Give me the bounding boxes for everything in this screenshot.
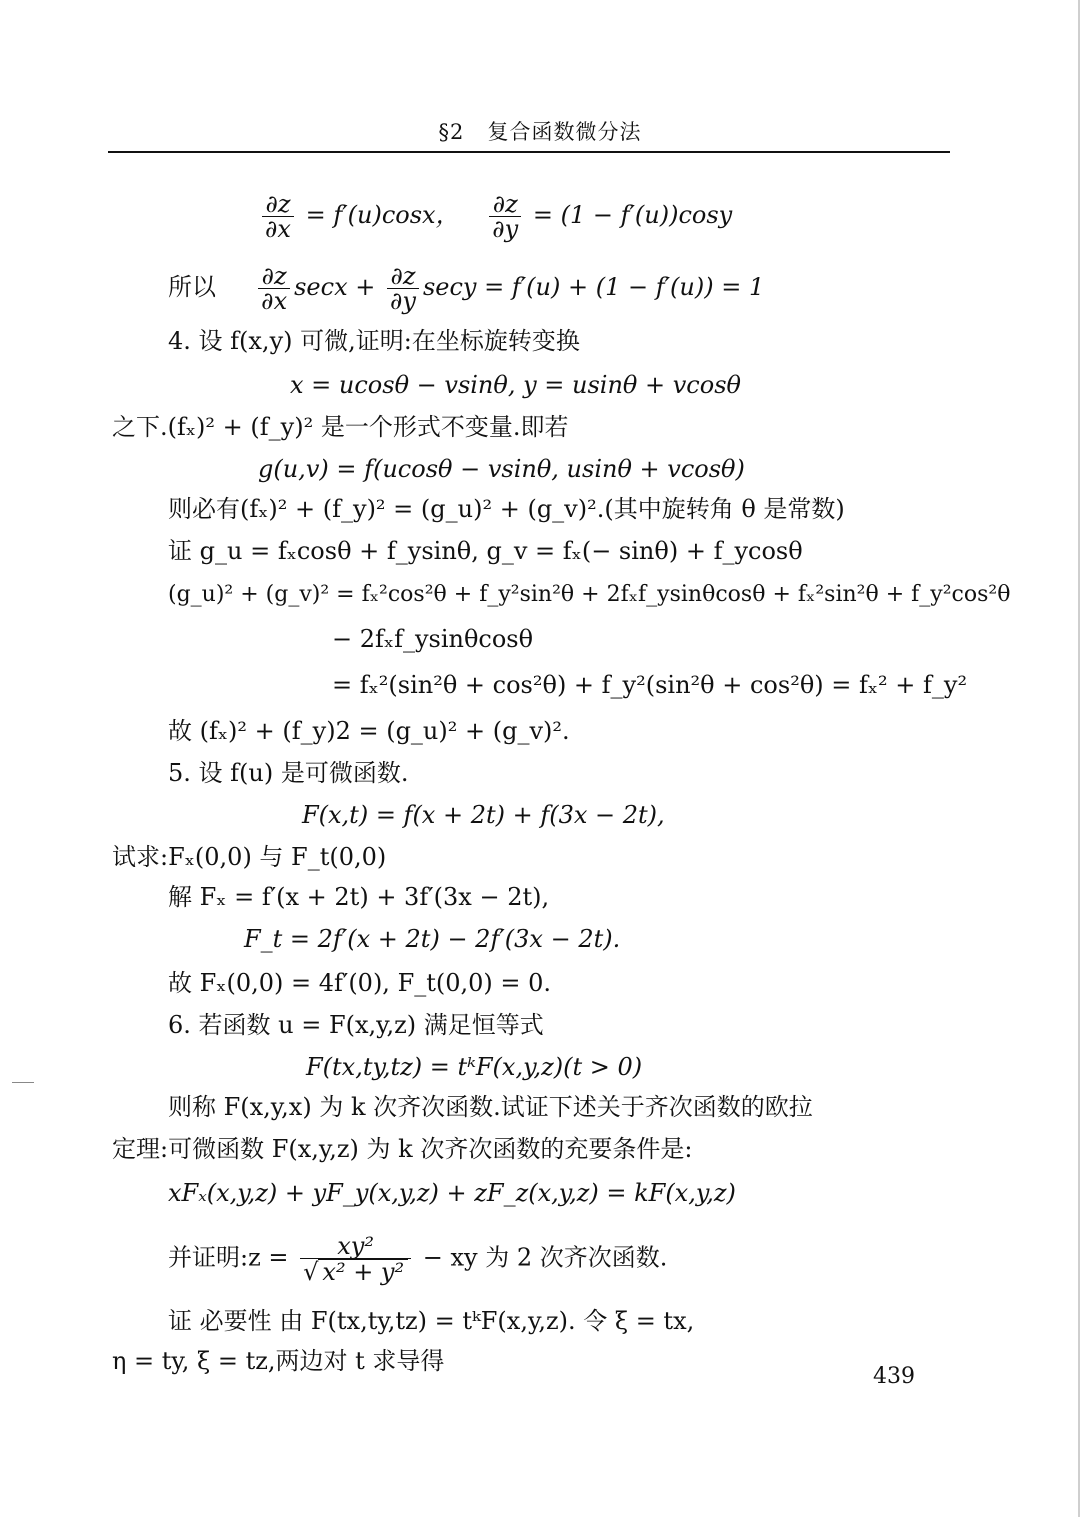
proof-line: = fₓ²(sin²θ + cos²θ) + f_y²(sin²θ + cos²θ) = fₓ² + f_y²	[332, 671, 968, 699]
margin-mark	[12, 1082, 34, 1083]
proof-line: − 2fₓf_ysinθcosθ	[332, 625, 534, 653]
equation-sum: 所以 $\frac{\partial z}{\partial x}$ secx + $\frac{\partial z}{\partial y}$ secy = f′(u) + (1 − f′(u)) = 1	[168, 262, 765, 315]
fraction: $\frac{\partial z}{\partial y}$	[387, 264, 419, 313]
running-header	[0, 116, 1080, 146]
problem-4-statement: 4. 设 f(x,y) 可微,证明:在坐标旋转变换	[168, 327, 580, 355]
solution-line: F_t = 2f′(x + 2t) − 2f′(3x − 2t).	[244, 925, 621, 953]
proof-line: 证 必要性 由 F(tx,ty,tz) = tᵏF(x,y,z). 令 ξ = tx,	[168, 1307, 695, 1335]
euler-equation: xFₓ(x,y,z) + yF_y(x,y,z) + zF_z(x,y,z) = kF(x,y,z)	[168, 1179, 736, 1207]
equation-partials: $\frac{\partial z}{\partial x}$ = f′(u)cosx， $\frac{\partial z}{\partial y}$ = (1 − f′(u))cosy	[258, 192, 732, 241]
section-title: 复合函数微分法	[487, 120, 642, 144]
solution-line: 故 Fₓ(0,0) = 4f′(0), F_t(0,0) = 0.	[168, 969, 552, 997]
solution-line: 解 Fₓ = f′(x + 2t) + 3f′(3x − 2t),	[168, 883, 550, 911]
page-number: 439	[873, 1364, 915, 1389]
equation-g: g(u,v) = f(ucosθ − vsinθ, usinθ + vcosθ)	[258, 455, 745, 483]
header-rule	[108, 151, 950, 153]
proof-line: η = ty, ξ = tz,两边对 t 求导得	[112, 1347, 445, 1375]
text-line: 并证明:z = $\frac{\text{xy²}}{\text{√ x² + y²}}$ − xy 为 2 次齐次函数.	[168, 1232, 668, 1286]
equation-F: F(x,t) = f(x + 2t) + f(3x − 2t),	[302, 801, 665, 829]
rotation-transform: x = ucosθ − vsinθ, y = usinθ + vcosθ	[290, 371, 741, 399]
equation-homogeneous: F(tx,ty,tz) = tᵏF(x,y,z)(t > 0)	[306, 1053, 643, 1081]
text-line: 则称 F(x,y,x) 为 k 次齐次函数.试证下述关于齐次函数的欧拉	[168, 1093, 813, 1121]
fraction: $\frac{\partial z}{\partial y}$	[489, 192, 521, 241]
problem-5-statement: 5. 设 f(u) 是可微函数.	[168, 759, 409, 787]
text-line: 试求:Fₓ(0,0) 与 F_t(0,0)	[112, 843, 387, 871]
fraction: $\frac{\partial z}{\partial x}$	[258, 264, 290, 313]
section-number: §2	[438, 120, 465, 144]
problem-6-statement: 6. 若函数 u = F(x,y,z) 满足恒等式	[168, 1011, 544, 1039]
text-line: 则必有(fₓ)² + (f_y)² = (g_u)² + (g_v)².(其中旋转角 θ 是常数)	[168, 495, 845, 523]
proof-line: (g_u)² + (g_v)² = fₓ²cos²θ + f_y²sin²θ + 2fₓf_ysinθcosθ + fₓ²sin²θ + f_y²cos²θ	[168, 582, 1011, 607]
text-line: 定理:可微函数 F(x,y,z) 为 k 次齐次函数的充要条件是:	[112, 1135, 693, 1163]
fraction: $\frac{\partial z}{\partial x}$	[262, 192, 294, 241]
proof-line: 证 g_u = fₓcosθ + f_ysinθ, g_v = fₓ(− sinθ) + f_ycosθ	[168, 537, 803, 565]
text-line: 之下.(fₓ)² + (f_y)² 是一个形式不变量.即若	[112, 413, 569, 441]
conclusion-line: 故 (fₓ)² + (f_y)2 = (g_u)² + (g_v)².	[168, 717, 570, 745]
fraction: $\frac{\text{xy²}}{\text{√ x² + y²}}$	[300, 1234, 411, 1284]
